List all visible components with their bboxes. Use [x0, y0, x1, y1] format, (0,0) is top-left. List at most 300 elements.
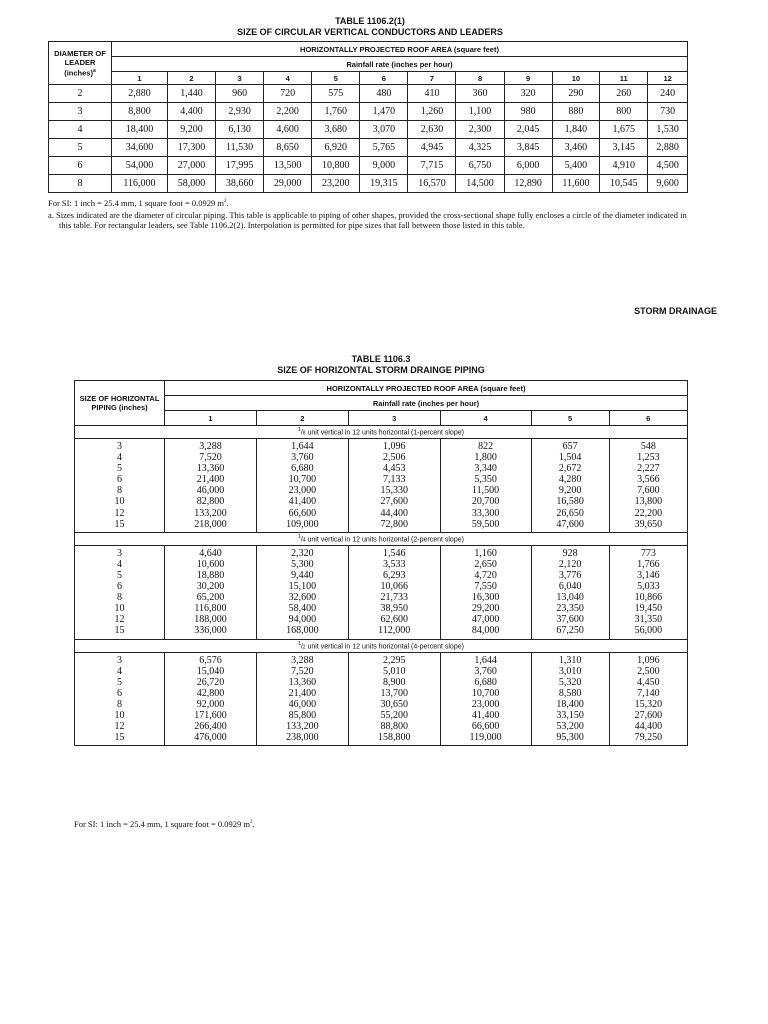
table-cell: 1,504 — [558, 452, 582, 464]
table-cell: 3,680 — [312, 121, 360, 139]
pipe-size-column — [75, 652, 165, 746]
table-cell: 6,040 — [558, 581, 582, 593]
table-cell: 9,000 — [360, 157, 408, 175]
table-cell: 5,033 — [637, 581, 660, 593]
table-cell: 133,200 — [194, 507, 227, 519]
table-cell: 1,530 — [648, 121, 688, 139]
table-cell: 18,400 — [112, 121, 168, 139]
table-cell: 116,800 — [194, 603, 227, 615]
table-cell: 1,160 — [474, 547, 497, 559]
table-cell: 3,010 — [558, 665, 582, 677]
table-cell: 33,150 — [556, 709, 584, 721]
pipe-size: 8 — [117, 698, 122, 710]
table2-size-header: SIZE OF HORIZONTAL PIPING (inches) — [75, 381, 165, 426]
pipe-size: 10 — [114, 709, 125, 721]
table-cell: 240 — [648, 85, 688, 103]
pipe-size: 15 — [114, 625, 125, 637]
table-cell: 657 — [562, 441, 578, 452]
table-cell: 4,720 — [474, 569, 497, 581]
table-cell: 4,910 — [600, 157, 648, 175]
table-cell: 5,010 — [382, 665, 406, 677]
table-cell: 168,000 — [286, 625, 319, 637]
leader-diameter: 2 — [49, 85, 112, 103]
table-cell: 30,200 — [196, 581, 225, 593]
leader-diameter: 3 — [49, 103, 112, 121]
table-cell: 476,000 — [194, 732, 227, 744]
table-cell: 42,800 — [196, 687, 225, 699]
table-cell: 980 — [504, 103, 552, 121]
table2-si-note: For SI: 1 inch = 25.4 mm, 1 square foot = 0.0929 $m^2$. — [74, 818, 255, 829]
table-cell: 19,450 — [634, 603, 663, 615]
table-cell: 27,000 — [167, 157, 215, 175]
table-row — [49, 85, 688, 103]
table-cell: 23,200 — [312, 175, 360, 193]
pipe-size: 5 — [117, 463, 122, 475]
table-cell: 39,650 — [634, 518, 663, 530]
table2-rate-header: Rainfall rate (inches per hour) — [165, 396, 688, 411]
table-cell: 15,330 — [380, 485, 408, 497]
pipe-size: 10 — [114, 496, 125, 508]
table-cell: 3,845 — [504, 139, 552, 157]
table-cell: 3,288 — [291, 654, 314, 666]
pipe-size: 4 — [117, 665, 122, 677]
table2-rate-col: 1 — [165, 411, 257, 426]
table-cell: 33,300 — [471, 507, 500, 519]
table-cell: 92,000 — [196, 698, 225, 710]
table-cell: 3,776 — [558, 569, 582, 581]
table-row-block — [75, 545, 688, 639]
table2 — [74, 380, 688, 746]
table2-rate-col: 5 — [531, 411, 609, 426]
table2-caption: SIZE OF HORIZONTAL STORM DRAINGE PIPING — [277, 365, 485, 375]
table-cell: 1,760 — [312, 103, 360, 121]
table-cell: 11,600 — [552, 175, 599, 193]
table-cell: 928 — [562, 547, 578, 559]
table1-si-note: For SI: 1 inch = 25.4 mm, 1 square foot = 0.0929 $m^2$. — [48, 197, 229, 208]
pipe-size: 12 — [114, 614, 125, 626]
table-cell: 9,200 — [167, 121, 215, 139]
rate-column-values — [256, 439, 348, 533]
table-cell: 320 — [504, 85, 552, 103]
table-cell: 85,800 — [288, 709, 317, 721]
table1-rate-col: 1 — [112, 72, 168, 85]
table-cell: 2,120 — [558, 558, 582, 570]
table-cell: 720 — [264, 85, 312, 103]
table-cell: 6,293 — [382, 569, 406, 581]
table-cell: 44,400 — [634, 721, 663, 733]
table-cell: 23,000 — [288, 485, 317, 497]
leader-diameter: 8 — [49, 175, 112, 193]
table-cell: 1,675 — [600, 121, 648, 139]
section-label: STORM DRAINAGE — [634, 306, 717, 316]
table-cell: 82,800 — [196, 496, 225, 508]
table-cell: 37,600 — [556, 614, 584, 626]
table1-rate-col: 11 — [600, 72, 648, 85]
table-cell: 3,288 — [199, 441, 222, 452]
table-cell: 1,546 — [382, 547, 406, 559]
table-cell: 109,000 — [286, 518, 319, 530]
table-cell: 26,650 — [556, 507, 584, 519]
table-cell: 4,400 — [167, 103, 215, 121]
table-cell: 13,700 — [380, 687, 408, 699]
slope-heading: $^1$/4 unit vertical in 12 units horizontal (2-percent slope) — [75, 532, 688, 545]
table-cell: 55,200 — [380, 709, 408, 721]
table-cell: 62,600 — [380, 614, 408, 626]
table-cell: 65,200 — [196, 592, 225, 604]
pipe-size: 8 — [117, 592, 122, 604]
table-cell: 21,400 — [288, 687, 317, 699]
table-cell: 119,000 — [469, 732, 502, 744]
pipe-size: 4 — [117, 452, 122, 464]
pipe-size: 4 — [117, 558, 122, 570]
table-cell: 1,310 — [558, 654, 582, 666]
table-cell: 880 — [552, 103, 599, 121]
rate-column-values — [256, 652, 348, 746]
table-cell: 5,350 — [474, 474, 497, 486]
pipe-size: 5 — [117, 676, 122, 688]
table-cell: 6,000 — [504, 157, 552, 175]
table-cell: 58,000 — [167, 175, 215, 193]
table-cell: 19,315 — [360, 175, 408, 193]
table-cell: 8,900 — [382, 676, 406, 688]
table2-title — [0, 354, 762, 376]
table-cell: 10,545 — [600, 175, 648, 193]
table-cell: 29,200 — [471, 603, 500, 615]
table-cell: 158,800 — [377, 732, 411, 744]
table-cell: 290 — [552, 85, 599, 103]
table-cell: 72,800 — [380, 518, 408, 530]
rate-column-values — [609, 439, 687, 533]
table1-rate-header: Rainfall rate (inches per hour) — [112, 57, 688, 72]
table-cell: 9,200 — [558, 485, 582, 497]
table-cell: 94,000 — [288, 614, 317, 626]
table-cell: 800 — [600, 103, 648, 121]
table-cell: 3,760 — [474, 665, 497, 677]
table-cell: 1,840 — [552, 121, 599, 139]
rate-column-values — [256, 545, 348, 639]
table-cell: 3,070 — [360, 121, 408, 139]
table-cell: 10,600 — [196, 558, 225, 570]
rate-column-values — [165, 545, 257, 639]
table1-rate-col: 3 — [216, 72, 264, 85]
table1-area-header: HORIZONTALLY PROJECTED ROOF AREA (square feet) — [112, 42, 688, 57]
pipe-size: 10 — [114, 603, 125, 615]
table-cell: 1,253 — [637, 452, 660, 464]
table-cell: 29,000 — [264, 175, 312, 193]
table-cell: 1,260 — [408, 103, 456, 121]
table-cell: 14,500 — [456, 175, 504, 193]
table-cell: 30,650 — [380, 698, 408, 710]
table-cell: 66,600 — [288, 507, 317, 519]
table-cell: 38,660 — [216, 175, 264, 193]
table2-rate-col: 4 — [440, 411, 531, 426]
table-cell: 8,800 — [112, 103, 168, 121]
table-cell: 27,600 — [634, 709, 663, 721]
table-row — [49, 103, 688, 121]
table2-area-header: HORIZONTALLY PROJECTED ROOF AREA (square feet) — [165, 381, 688, 396]
table-row-block — [75, 439, 688, 533]
table-cell: 18,880 — [196, 569, 225, 581]
table-cell: 7,140 — [637, 687, 660, 699]
table-cell: 17,995 — [216, 157, 264, 175]
table-cell: 2,227 — [637, 463, 660, 475]
table-cell: 7,133 — [382, 474, 406, 486]
table-cell: 20,700 — [471, 496, 500, 508]
pipe-size-column — [75, 545, 165, 639]
table-cell: 1,644 — [291, 441, 314, 452]
table-row — [49, 175, 688, 193]
table-cell: 84,000 — [471, 625, 500, 637]
table-cell: 16,580 — [556, 496, 584, 508]
table-cell: 17,300 — [167, 139, 215, 157]
table-cell: 16,570 — [408, 175, 456, 193]
table-cell: 2,630 — [408, 121, 456, 139]
table-cell: 66,600 — [471, 721, 500, 733]
table1-rate-col: 7 — [408, 72, 456, 85]
pipe-size: 8 — [117, 485, 122, 497]
table-cell: 88,800 — [380, 721, 408, 733]
table-cell: 548 — [640, 441, 656, 452]
table-cell: 1,470 — [360, 103, 408, 121]
rate-column-values — [440, 545, 531, 639]
leader-diameter: 5 — [49, 139, 112, 157]
table-cell: 5,400 — [552, 157, 599, 175]
table-cell: 53,200 — [556, 721, 584, 733]
table-cell: 2,295 — [382, 654, 406, 666]
leader-diameter: 6 — [49, 157, 112, 175]
table-cell: 13,360 — [196, 463, 225, 475]
table-cell: 3,533 — [382, 558, 406, 570]
table1-rate-col: 10 — [552, 72, 599, 85]
table-cell: 6,750 — [456, 157, 504, 175]
table-cell: 47,600 — [556, 518, 584, 530]
table-cell: 18,400 — [556, 698, 584, 710]
table1-caption: SIZE OF CIRCULAR VERTICAL CONDUCTORS AND LEADERS — [237, 27, 503, 37]
table-cell: 32,600 — [288, 592, 317, 604]
table-cell: 1,096 — [382, 441, 406, 452]
pipe-size: 3 — [117, 547, 122, 559]
table-cell: 34,600 — [112, 139, 168, 157]
table-row — [49, 121, 688, 139]
table-cell: 2,300 — [456, 121, 504, 139]
table-cell: 22,200 — [634, 507, 663, 519]
slope-heading: $^1$/8 unit vertical in 12 units horizontal (1-percent slope) — [75, 426, 688, 439]
table-cell: 11,530 — [216, 139, 264, 157]
table-cell: 2,650 — [474, 558, 497, 570]
table-cell: 8,650 — [264, 139, 312, 157]
table-cell: 1,100 — [456, 103, 504, 121]
table-cell: 2,200 — [264, 103, 312, 121]
table-cell: 6,920 — [312, 139, 360, 157]
table-cell: 95,300 — [556, 732, 584, 744]
pipe-size: 6 — [117, 581, 122, 593]
table-cell: 3,340 — [474, 463, 497, 475]
pipe-size: 15 — [114, 518, 125, 530]
table-cell: 218,000 — [194, 518, 227, 530]
table-cell: 10,800 — [312, 157, 360, 175]
rate-column-values — [531, 652, 609, 746]
table-cell: 67,250 — [556, 625, 584, 637]
table-cell: 4,325 — [456, 139, 504, 157]
table-cell: 7,600 — [637, 485, 660, 497]
pipe-size: 6 — [117, 474, 122, 486]
rate-column-values — [531, 545, 609, 639]
table-cell: 1,440 — [167, 85, 215, 103]
table-cell: 41,400 — [471, 709, 500, 721]
table-cell: 480 — [360, 85, 408, 103]
pipe-size: 6 — [117, 687, 122, 699]
table-cell: 2,320 — [291, 547, 314, 559]
rate-column-values — [348, 439, 440, 533]
table1-title — [0, 16, 740, 38]
table-cell: 4,640 — [199, 547, 222, 559]
table-row — [49, 157, 688, 175]
table-cell: 6,680 — [291, 463, 314, 475]
table-cell: 4,280 — [558, 474, 582, 486]
table-cell: 1,766 — [637, 558, 660, 570]
table-cell: 10,700 — [471, 687, 500, 699]
table-cell: 960 — [216, 85, 264, 103]
table-cell: 2,880 — [112, 85, 168, 103]
table-cell: 5,765 — [360, 139, 408, 157]
pipe-size-column — [75, 439, 165, 533]
table-cell: 6,576 — [199, 654, 222, 666]
table-cell: 54,000 — [112, 157, 168, 175]
table-cell: 7,520 — [291, 665, 314, 677]
table-cell: 23,000 — [471, 698, 500, 710]
table-cell: 46,000 — [288, 698, 317, 710]
table-cell: 41,400 — [288, 496, 317, 508]
table1-rate-col: 5 — [312, 72, 360, 85]
table-cell: 15,320 — [634, 698, 663, 710]
table-cell: 773 — [640, 547, 656, 559]
table-cell: 56,000 — [634, 625, 663, 637]
table-cell: 1,800 — [474, 452, 497, 464]
table2-rate-col: 2 — [256, 411, 348, 426]
pipe-size: 12 — [114, 721, 125, 733]
table-cell: 31,350 — [634, 614, 663, 626]
table-cell: 822 — [478, 441, 494, 452]
table2-rate-col: 6 — [609, 411, 687, 426]
table2-rate-col: 3 — [348, 411, 440, 426]
table-cell: 3,146 — [637, 569, 660, 581]
slope-heading: $^1$/2 unit vertical in 12 units horizontal (4-percent slope) — [75, 639, 688, 652]
table-cell: 79,250 — [634, 732, 663, 744]
table-cell: 188,000 — [194, 614, 227, 626]
table-cell: 5,320 — [558, 676, 582, 688]
table-cell: 4,500 — [648, 157, 688, 175]
table-cell: 21,400 — [196, 474, 225, 486]
table-cell: 15,040 — [196, 665, 225, 677]
table-cell: 3,566 — [637, 474, 660, 486]
pipe-size: 3 — [117, 441, 122, 452]
table-cell: 23,350 — [556, 603, 584, 615]
table-cell: 12,890 — [504, 175, 552, 193]
table-cell: 13,800 — [634, 496, 663, 508]
table-cell: 6,130 — [216, 121, 264, 139]
table-cell: 3,760 — [291, 452, 314, 464]
table-cell: 1,096 — [637, 654, 660, 666]
table1-rate-col: 12 — [648, 72, 688, 85]
table-cell: 21,733 — [380, 592, 408, 604]
table-cell: 47,000 — [471, 614, 500, 626]
table-cell: 171,600 — [194, 709, 227, 721]
table-cell: 1,644 — [474, 654, 497, 666]
table-cell: 2,045 — [504, 121, 552, 139]
rate-column-values — [609, 545, 687, 639]
table-cell: 9,440 — [291, 569, 314, 581]
table-cell: 3,460 — [552, 139, 599, 157]
table-cell: 13,500 — [264, 157, 312, 175]
rate-column-values — [348, 652, 440, 746]
rate-column-values — [440, 439, 531, 533]
table-cell: 7,715 — [408, 157, 456, 175]
table-cell: 4,945 — [408, 139, 456, 157]
rate-column-values — [348, 545, 440, 639]
table-cell: 10,700 — [288, 474, 317, 486]
rate-column-values — [165, 439, 257, 533]
table-row — [49, 139, 688, 157]
rate-column-values — [440, 652, 531, 746]
table-cell: 15,100 — [288, 581, 317, 593]
rate-column-values — [531, 439, 609, 533]
rate-column-values — [165, 652, 257, 746]
table-cell: 13,040 — [556, 592, 584, 604]
table-cell: 2,506 — [382, 452, 406, 464]
table1-footnote: a. Sizes indicated are the diameter of circular piping. This table is applicable to piping of other shapes, provided the cross-sectional shape fully encloses a circle of the diameter indicated in this table. For rectangular leaders, see Table 1106.2(2). Interpolation is permitted for pipe sizes that fall between those listed in this table. — [48, 210, 687, 230]
pipe-size: 3 — [117, 654, 122, 666]
table-cell: 38,950 — [380, 603, 408, 615]
table-cell: 730 — [648, 103, 688, 121]
table-cell: 4,450 — [637, 676, 660, 688]
table-cell: 238,000 — [286, 732, 319, 744]
table-cell: 27,600 — [380, 496, 408, 508]
table-cell: 58,400 — [288, 603, 317, 615]
table-cell: 6,680 — [474, 676, 497, 688]
table-cell: 2,500 — [637, 665, 660, 677]
table-cell: 336,000 — [194, 625, 227, 637]
leader-diameter: 4 — [49, 121, 112, 139]
table-cell: 11,500 — [472, 485, 500, 497]
table1-rate-col: 6 — [360, 72, 408, 85]
table-cell: 116,000 — [112, 175, 168, 193]
table-cell: 266,400 — [194, 721, 227, 733]
table-cell: 8,580 — [558, 687, 582, 699]
table-cell: 3,145 — [600, 139, 648, 157]
table-cell: 2,930 — [216, 103, 264, 121]
table1-rate-col: 9 — [504, 72, 552, 85]
table-cell: 2,672 — [558, 463, 582, 475]
pipe-size: 5 — [117, 569, 122, 581]
table-cell: 26,720 — [196, 676, 225, 688]
table-cell: 410 — [408, 85, 456, 103]
table-cell: 10,866 — [634, 592, 663, 604]
table-cell: 133,200 — [286, 721, 319, 733]
table-cell: 46,000 — [196, 485, 225, 497]
table1-rate-col: 8 — [456, 72, 504, 85]
table-cell: 575 — [312, 85, 360, 103]
table1-rate-col: 2 — [167, 72, 215, 85]
table-cell: 360 — [456, 85, 504, 103]
table-cell: 44,400 — [380, 507, 408, 519]
table1-diameter-header: DIAMETER OF LEADER (inches)$^a$ — [49, 42, 112, 85]
table1-rate-col: 4 — [264, 72, 312, 85]
table-cell: 5,300 — [291, 558, 314, 570]
table1-number: TABLE 1106.2(1) — [335, 16, 405, 26]
table-cell: 2,880 — [648, 139, 688, 157]
rate-column-values — [609, 652, 687, 746]
table-cell: 9,600 — [648, 175, 688, 193]
